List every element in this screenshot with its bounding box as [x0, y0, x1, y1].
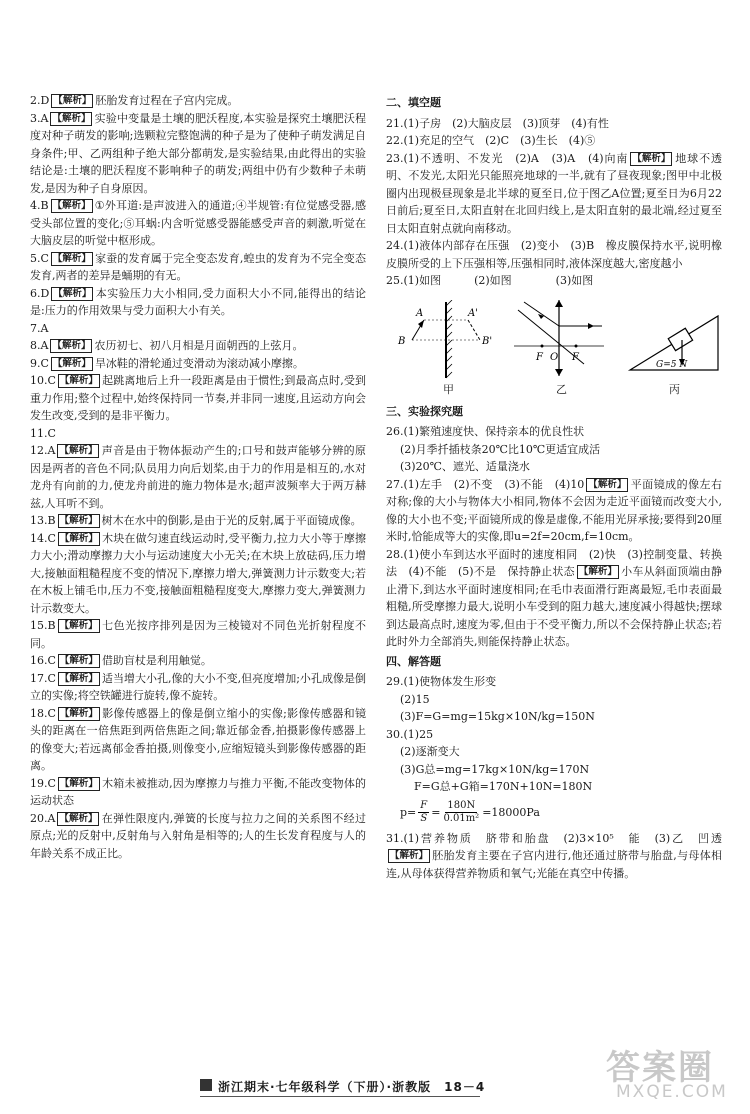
caption-yi: 乙: [556, 382, 567, 396]
answer-30-4: F=G总+G箱=170N+10N=180N: [414, 780, 593, 793]
answer-26-1: 26.(1)繁殖速度快、保持亲本的优良性状: [386, 425, 585, 438]
analysis-tag: 【解析】: [59, 515, 98, 526]
analysis-tag: 【解析】: [59, 445, 98, 456]
watermark: [602, 1040, 742, 1110]
answer-25: 25.(1)如图 (2)如图 (3)如图: [386, 274, 594, 287]
label-A: A: [416, 307, 424, 319]
answer-30-2: (2)逐渐变大: [400, 745, 460, 758]
mirror-figure: [396, 300, 496, 380]
answer-30-1: 30.(1)25: [386, 727, 434, 741]
analysis-tag: 【解析】: [59, 777, 98, 789]
answer-item: 18.C 【解析】 影像传感器上的像是倒立缩小的实像;影像传感器和镜头的距离在一倍焦距到两倍焦距之间;靠近郁金香,拍摄影像传感器上的像变大;若远离郁金香拍摄,则像变小,应缩短镜头到影像传感器的距离。: [30, 706, 366, 772]
analysis-tag: 【解析】: [578, 566, 617, 577]
analysis-tag: 【解析】: [632, 152, 671, 164]
answer-item: 14.C 【解析】 木块在做匀速直线运动时,受平衡力,拉力大小等于摩擦力大小;滑动摩擦力大小与运动速度大小无关;在木块上放砝码,压力增大,接触面粗糙程度不变的情况下,摩擦力增大,弹簧测力计示数变大;若在木板上铺毛巾,压力不变,接触面粗糙程度变大,摩擦力变大,弹簧测力计示数变大。: [30, 531, 366, 615]
answer-item: 3.A 【解析】 实验中变量是土壤的肥沃程度,本实验是探究土壤肥沃程度对种子萌发的影响;选颗粒完整饱满的种子是为了使种子萌发满足自身条件;甲、乙两组种子绝大部分都萌发,是实验结果,由此得出的实验结论是:土壤的肥沃程度不影响种子的萌发;两组中仍有少数种子未萌发,是因为种子自身原因。: [30, 111, 366, 195]
answer-item: 5.C 【解析】 家蚕的发育属于完全变态发育,蝗虫的发育为不完全变态发育,两者的差异是蛹期的有无。: [30, 251, 366, 282]
watermark-logo: 答案圈: [606, 1048, 714, 1088]
label-F1: F: [536, 351, 543, 363]
answer-item: 20.A 【解析】 在弹性限度内,弹簧的长度与拉力之间的关系图不经过原点;光的反射中,反射角与入射角是相等的;人的生长发育程度与人的年龄关系不成正比。: [30, 811, 366, 860]
footer-text: 浙江期末·七年级科学（下册）·浙教版 18－4: [218, 1080, 486, 1094]
answer-item: 6.D 【解析】 本实验压力大小相同,受力面积大小不同,能得出的结论是:压力的作用效果与受力面积大小有关。: [30, 286, 366, 317]
book-logo-icon: [200, 1079, 212, 1091]
analysis-tag: 【解析】: [52, 357, 91, 369]
answer-item: 9.C 【解析】 旱冰鞋的滑轮通过变滑动为滚动减小摩擦。: [30, 356, 304, 370]
analysis-tag: 【解析】: [52, 340, 91, 351]
answer-29-1: 29.(1)使物体发生形变: [386, 675, 497, 688]
answer-23: 23.(1)不透明、不发光 (2)A (3)A (4)向南 【解析】 地球不透明、不发光,太阳光只能照亮地球的一半,就有了昼夜现象;图甲中北极圈内出现极昼现象是北半球的夏至日,位于图乙A位置;夏至日为6月22日前后;夏至日,太阳直射在北回归线上,是太阳直射的最北端,经过夏至日太阳直射点就向南移动。: [386, 151, 722, 235]
answer-item: 7.A: [30, 321, 49, 335]
answer-item: 8.A 【解析】 农历初七、初八月相是月面朝西的上弦月。: [30, 339, 304, 352]
analysis-tag: 【解析】: [59, 375, 98, 386]
analysis-tag: 【解析】: [52, 200, 91, 211]
analysis-tag: 【解析】: [59, 655, 98, 666]
answer-item: 4.B 【解析】 ①外耳道:是声波进入的通道;④半规管:有位觉感受器,感受头部位置的变化;⑤耳蜗:内含听觉感受器能感受声音的刺激,听觉在大脑皮层的听觉中枢形成。: [30, 199, 366, 247]
analysis-tag: 【解析】: [390, 850, 429, 861]
caption-bing: 丙: [669, 382, 680, 396]
figure-row: [386, 294, 722, 399]
answer-24: 24.(1)液体内部存在压强 (2)变小 (3)B 橡皮膜保持水平,说明橡皮膜所受的上下压强相等,压强相同时,液体深度越大,密度越小: [386, 239, 722, 270]
label-B: B: [398, 335, 406, 347]
label-A-prime: A': [468, 307, 478, 319]
right-column: [386, 92, 722, 882]
answer-27: 27.(1)左手 (2)不变 (3)不能 (4)10 【解析】 平面镜成的像左右对称;像的大小与物体大小相同,物体不会因为走近平面镜而改变大小,像的大小也不变;平面镜所成的像是虚像,不能用光屏承接;要得到20厘米时,恰能成等大的实像,即u=2f=20cm,f=10cm。: [386, 477, 722, 543]
answer-item: 15.B 【解析】 七色光按序排列是因为三棱镜对不同色光折射程度不同。: [30, 619, 366, 650]
answer-29-3: (3)F=G=mg=15kg×10N/kg=150N: [400, 710, 595, 723]
analysis-tag: 【解析】: [52, 112, 91, 124]
watermark-url: MXQE.COM: [616, 1082, 728, 1102]
label-O: O: [550, 351, 559, 363]
label-gravity: G=5 N: [656, 359, 688, 370]
analysis-tag: 【解析】: [53, 287, 92, 299]
label-F2: F: [572, 351, 579, 363]
analysis-tag: 【解析】: [59, 672, 98, 684]
section-title-solution: 四、解答题: [386, 654, 441, 668]
answer-item: 16.C 【解析】 借助盲杖是利用触觉。: [30, 654, 212, 667]
analysis-tag: 【解析】: [59, 532, 98, 544]
lens-figure: [514, 298, 604, 380]
analysis-tag: 【解析】: [59, 707, 98, 719]
analysis-tag: 【解析】: [59, 620, 98, 631]
answer-31: 31.(1)营养物质 脐带和胎盘 (2)3×10⁵ 能 (3)乙 凹透【解析】 胚胎发育主要在子宫内进行,他还通过脐带与胎盘,与母体相连,从母体获得营养物质和氧气;光能在真空中传播。: [386, 831, 722, 880]
answer-22: 22.(1)充足的空气 (2)C (3)生长 (4)⑤: [386, 134, 596, 147]
answer-29-2: (2)15: [400, 692, 430, 706]
answer-item: 2.D 【解析】 胚胎发育过程在子宫内完成。: [30, 94, 239, 107]
section-title-experiment: 三、实验探究题: [386, 404, 463, 418]
incline-figure: [626, 304, 722, 378]
answer-28: 28.(1)使小车到达水平面时的速度相同 (2)快 (3)控制变量、转换法 (4)不能 (5)不是 保持静止状态 【解析】 小车从斜面顶端由静止滑下,到达水平面时速度相同;在毛巾表面滑行距离最短,毛巾表面最粗糙,所受摩擦力最大,说明小车受到的阻力越大,速度减小得越快;摆球到达最高点时,速度为零,但由于不受平衡力,所以不会保持静止状态;若此时外力全部消失,则能保持静止状态。: [386, 547, 722, 648]
answer-item: 12.A 【解析】 声音是由于物体振动产生的;口号和鼓声能够分辨的原因是两者的音色不同;队员用力向后划桨,由于力的作用是相互的,水对龙舟有向前的力,使龙舟前进的施力物体是水;超声波频率大于两万赫兹,人耳听不到。: [30, 444, 366, 510]
caption-jia: 甲: [443, 382, 454, 396]
analysis-tag: 【解析】: [59, 812, 98, 824]
left-column: [30, 92, 366, 862]
analysis-tag: 【解析】: [53, 95, 92, 106]
answer-30-3: (3)G总=mg=17kg×10N/kg=170N: [400, 762, 590, 776]
answer-item: 19.C 【解析】 木箱未被推动,因为摩擦力与推力平衡,不能改变物体的运动状态: [30, 776, 366, 807]
label-B-prime: B': [482, 335, 493, 347]
answer-26-3: (3)20℃、遮光、适量浇水: [400, 460, 530, 473]
section-title-fill: 二、填空题: [386, 96, 441, 109]
answer-30-formula: p= $\frac{F}{S}$ = $\frac{180N}{\text{0.01m²}}$ =18000Pa: [400, 800, 540, 824]
analysis-tag: 【解析】: [588, 478, 627, 490]
answer-item: 10.C 【解析】 起跳离地后上升一段距离是由于惯性;到最高点时,受到重力作用;整个过程中,始终保持同一节奏,并非同一速度,且运动方向会发生改变,受到的是非平衡力。: [30, 374, 366, 422]
footer-rule: [200, 1096, 480, 1097]
analysis-tag: 【解析】: [52, 252, 91, 264]
answer-item: 13.B 【解析】 树木在水中的倒影,是由于光的反射,属于平面镜成像。: [30, 514, 362, 527]
page-footer: [200, 1076, 560, 1098]
answer-21: 21.(1)子房 (2)大脑皮层 (3)顶芽 (4)有性: [386, 116, 609, 130]
answer-item: 17.C 【解析】 适当增大小孔,像的大小不变,但亮度增加;小孔成像是倒立的实像;将空铁罐进行旋转,像不旋转。: [30, 671, 366, 702]
answer-26-2: (2)月季扦插枝条20℃比10℃更适宜成活: [400, 442, 601, 456]
answer-item: 11.C: [30, 426, 56, 440]
